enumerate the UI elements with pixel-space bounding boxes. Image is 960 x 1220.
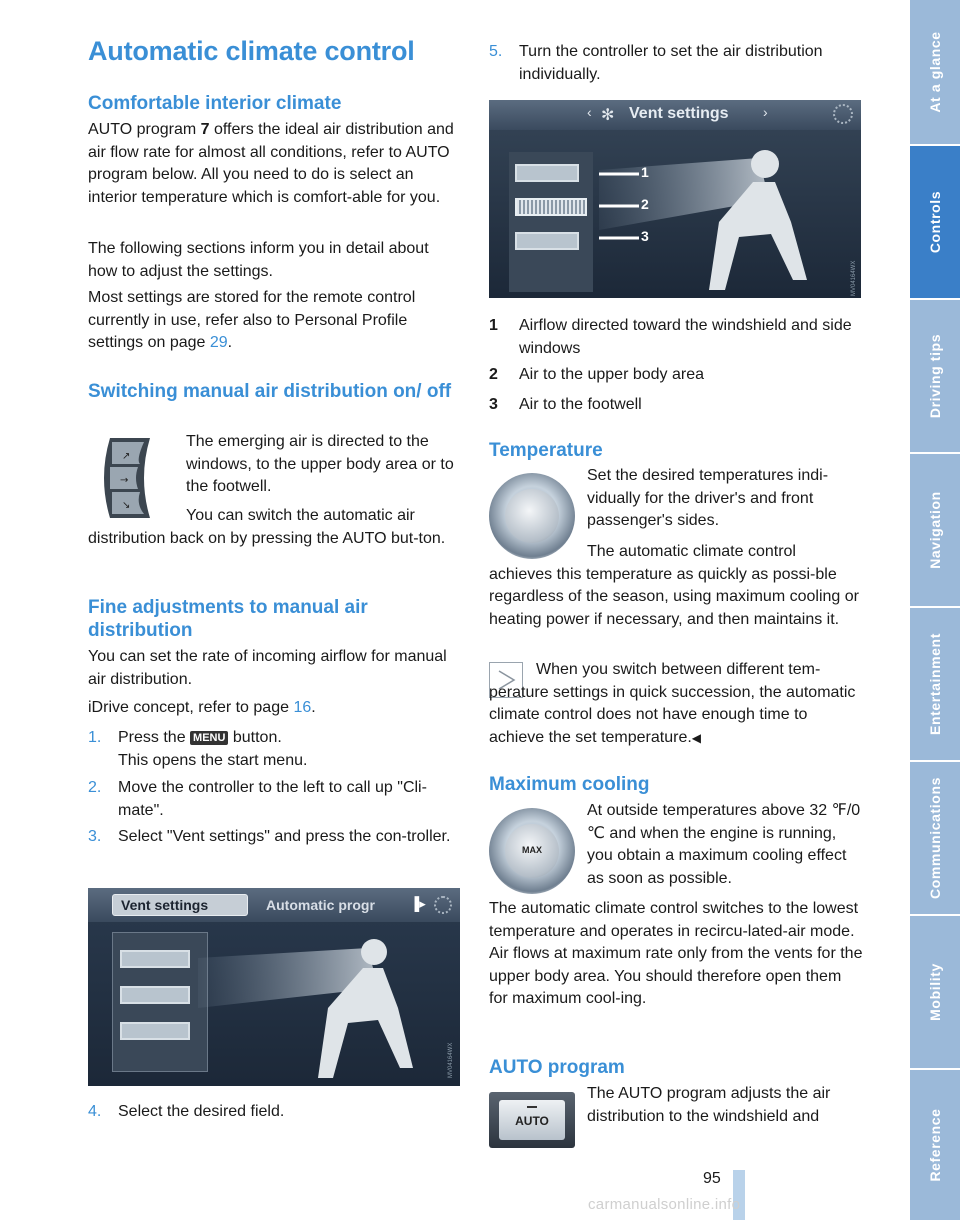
svg-text:↘: ↘ (122, 500, 131, 511)
step-4: 4. Select the desired field. (88, 1103, 285, 1120)
heading-comfort: Comfortable interior climate (88, 93, 342, 114)
auto-paragraph-1: The AUTO program adjusts the air distribution to the windshield and (587, 1085, 831, 1125)
item-1: 1 Airflow directed toward the windshield and side windows (489, 317, 852, 357)
comfort-paragraph-1: AUTO program 7 offers the ideal air distribution and air flow rate for almost all conditions, refer to AUTO program below. All you need to do is select an interior temperature which is comfort-able for you. (88, 121, 454, 206)
tab-reference[interactable]: Reference (927, 1108, 943, 1182)
step-2: 2. Move the controller to the left to call up "Cli-mate". (88, 779, 427, 819)
max-cooling-knob-image (489, 808, 575, 894)
auto-button-image (489, 1092, 575, 1148)
temperature-paragraph-2: The automatic climate control achieves this temperature as quickly as possi-ble regardless of the season, using maximum cooling or heating power if necessary, and then maintains it. (489, 543, 859, 628)
menu-button-icon: MENU (190, 731, 228, 745)
temperature-note: When you switch between different tem-perature settings in quick succession, the automatic climate control does not have enough time to achieve the set temperature.◀ (489, 661, 856, 746)
manual-paragraph-1: The emerging air is directed to the windows, to the upper body area or to the footwell. (186, 433, 454, 495)
fine-paragraph-1: You can set the rate of incoming airflow for manual air distribution. (88, 648, 447, 688)
header-left-arrow-icon[interactable]: ‹ (587, 104, 592, 120)
manual-paragraph-2: You can switch the automatic air distribution back on by pressing the AUTO but-ton. (88, 507, 446, 547)
step-3: 3. Select "Vent settings" and press the con-troller. (88, 828, 451, 845)
item-2: 2 Air to the upper body area (489, 366, 705, 383)
tab-communications[interactable]: Communications (910, 762, 960, 916)
callout-1: 1 (641, 164, 649, 180)
seat-airflow-illustration (178, 928, 438, 1078)
fan-icon: ✻ (601, 107, 615, 124)
vent-settings-header: Vent settings (629, 105, 729, 122)
heading-manual: Switching manual air distribution on/ off (88, 381, 452, 402)
comfort-paragraph-2: The following sections inform you in detail about how to adjust the settings. (88, 240, 429, 280)
maxcool-paragraph-2: The automatic climate control switches to the lowest temperature and operates in recircu-lated-air mode. Air flows at maximum rate only from the vents for the upper body area. You should therefore open them for maximum cool-ing. (489, 900, 863, 1007)
page-number: 95 (703, 1170, 721, 1187)
max-knob-label: MAX (522, 845, 542, 855)
controller-icon (833, 104, 853, 124)
heading-maxcool: Maximum cooling (489, 774, 650, 795)
controller-icon (434, 896, 452, 914)
svg-text:↗: ↗ (122, 451, 131, 462)
tab-vent-settings[interactable]: Vent settings (112, 894, 248, 916)
watermark: carmanualsonline.info (588, 1196, 741, 1213)
tab-driving-tips[interactable]: Driving tips (910, 300, 960, 454)
heading-auto: AUTO program (489, 1057, 625, 1078)
step-5: 5. Turn the controller to set the air distribution individually. (489, 43, 823, 83)
tab-navigation[interactable]: Navigation (910, 454, 960, 608)
tab-entertainment[interactable]: Entertainment (910, 608, 960, 762)
vent-detail-screenshot (489, 100, 861, 298)
page-link-29[interactable]: 29 (209, 334, 228, 351)
fine-paragraph-2: iDrive concept, refer to page 16. (88, 699, 316, 716)
svg-text:→: → (120, 475, 129, 486)
item-3: 3 Air to the footwell (489, 396, 642, 413)
heading-fine: Fine adjustments to manual air distribution (88, 597, 368, 641)
callout-2: 2 (641, 196, 649, 212)
page-title: Automatic climate control (88, 36, 415, 66)
tab-controls[interactable]: Controls (910, 146, 960, 300)
temperature-paragraph-1: Set the desired temperatures indi-vidually for the driver's and front passenger's sides. (587, 467, 829, 529)
image-code: MV04164WX (448, 1042, 454, 1078)
header-right-arrow-icon[interactable]: › (763, 104, 768, 120)
image-code: MV04164WX (851, 260, 857, 296)
seat-airflow-illustration (569, 140, 839, 290)
tab-automatic-program[interactable]: Automatic progr (266, 897, 375, 913)
step-1: 1. Press the MENU button. This opens the start menu. (88, 729, 308, 769)
callout-3: 3 (641, 228, 649, 244)
tab-at-a-glance[interactable]: At a glance (910, 0, 960, 146)
page-link-16[interactable]: 16 (293, 699, 312, 716)
chapter-tabs (910, 0, 960, 1220)
vent-settings-screenshot (88, 888, 460, 1086)
tab-scroll-arrow-icon[interactable]: ▐▸ (410, 896, 426, 911)
comfort-paragraph-3: Most settings are stored for the remote control currently in use, refer also to Personal Profile settings on page 29. (88, 289, 416, 351)
auto-button-label: AUTO (515, 1114, 549, 1128)
maxcool-paragraph-1: At outside temperatures above 32 ℉/0 ℃ and when the engine is running, you obtain a maximum cooling effect as soon as possible. (587, 802, 861, 887)
heading-temperature: Temperature (489, 440, 603, 461)
tab-mobility[interactable]: Mobility (910, 916, 960, 1070)
